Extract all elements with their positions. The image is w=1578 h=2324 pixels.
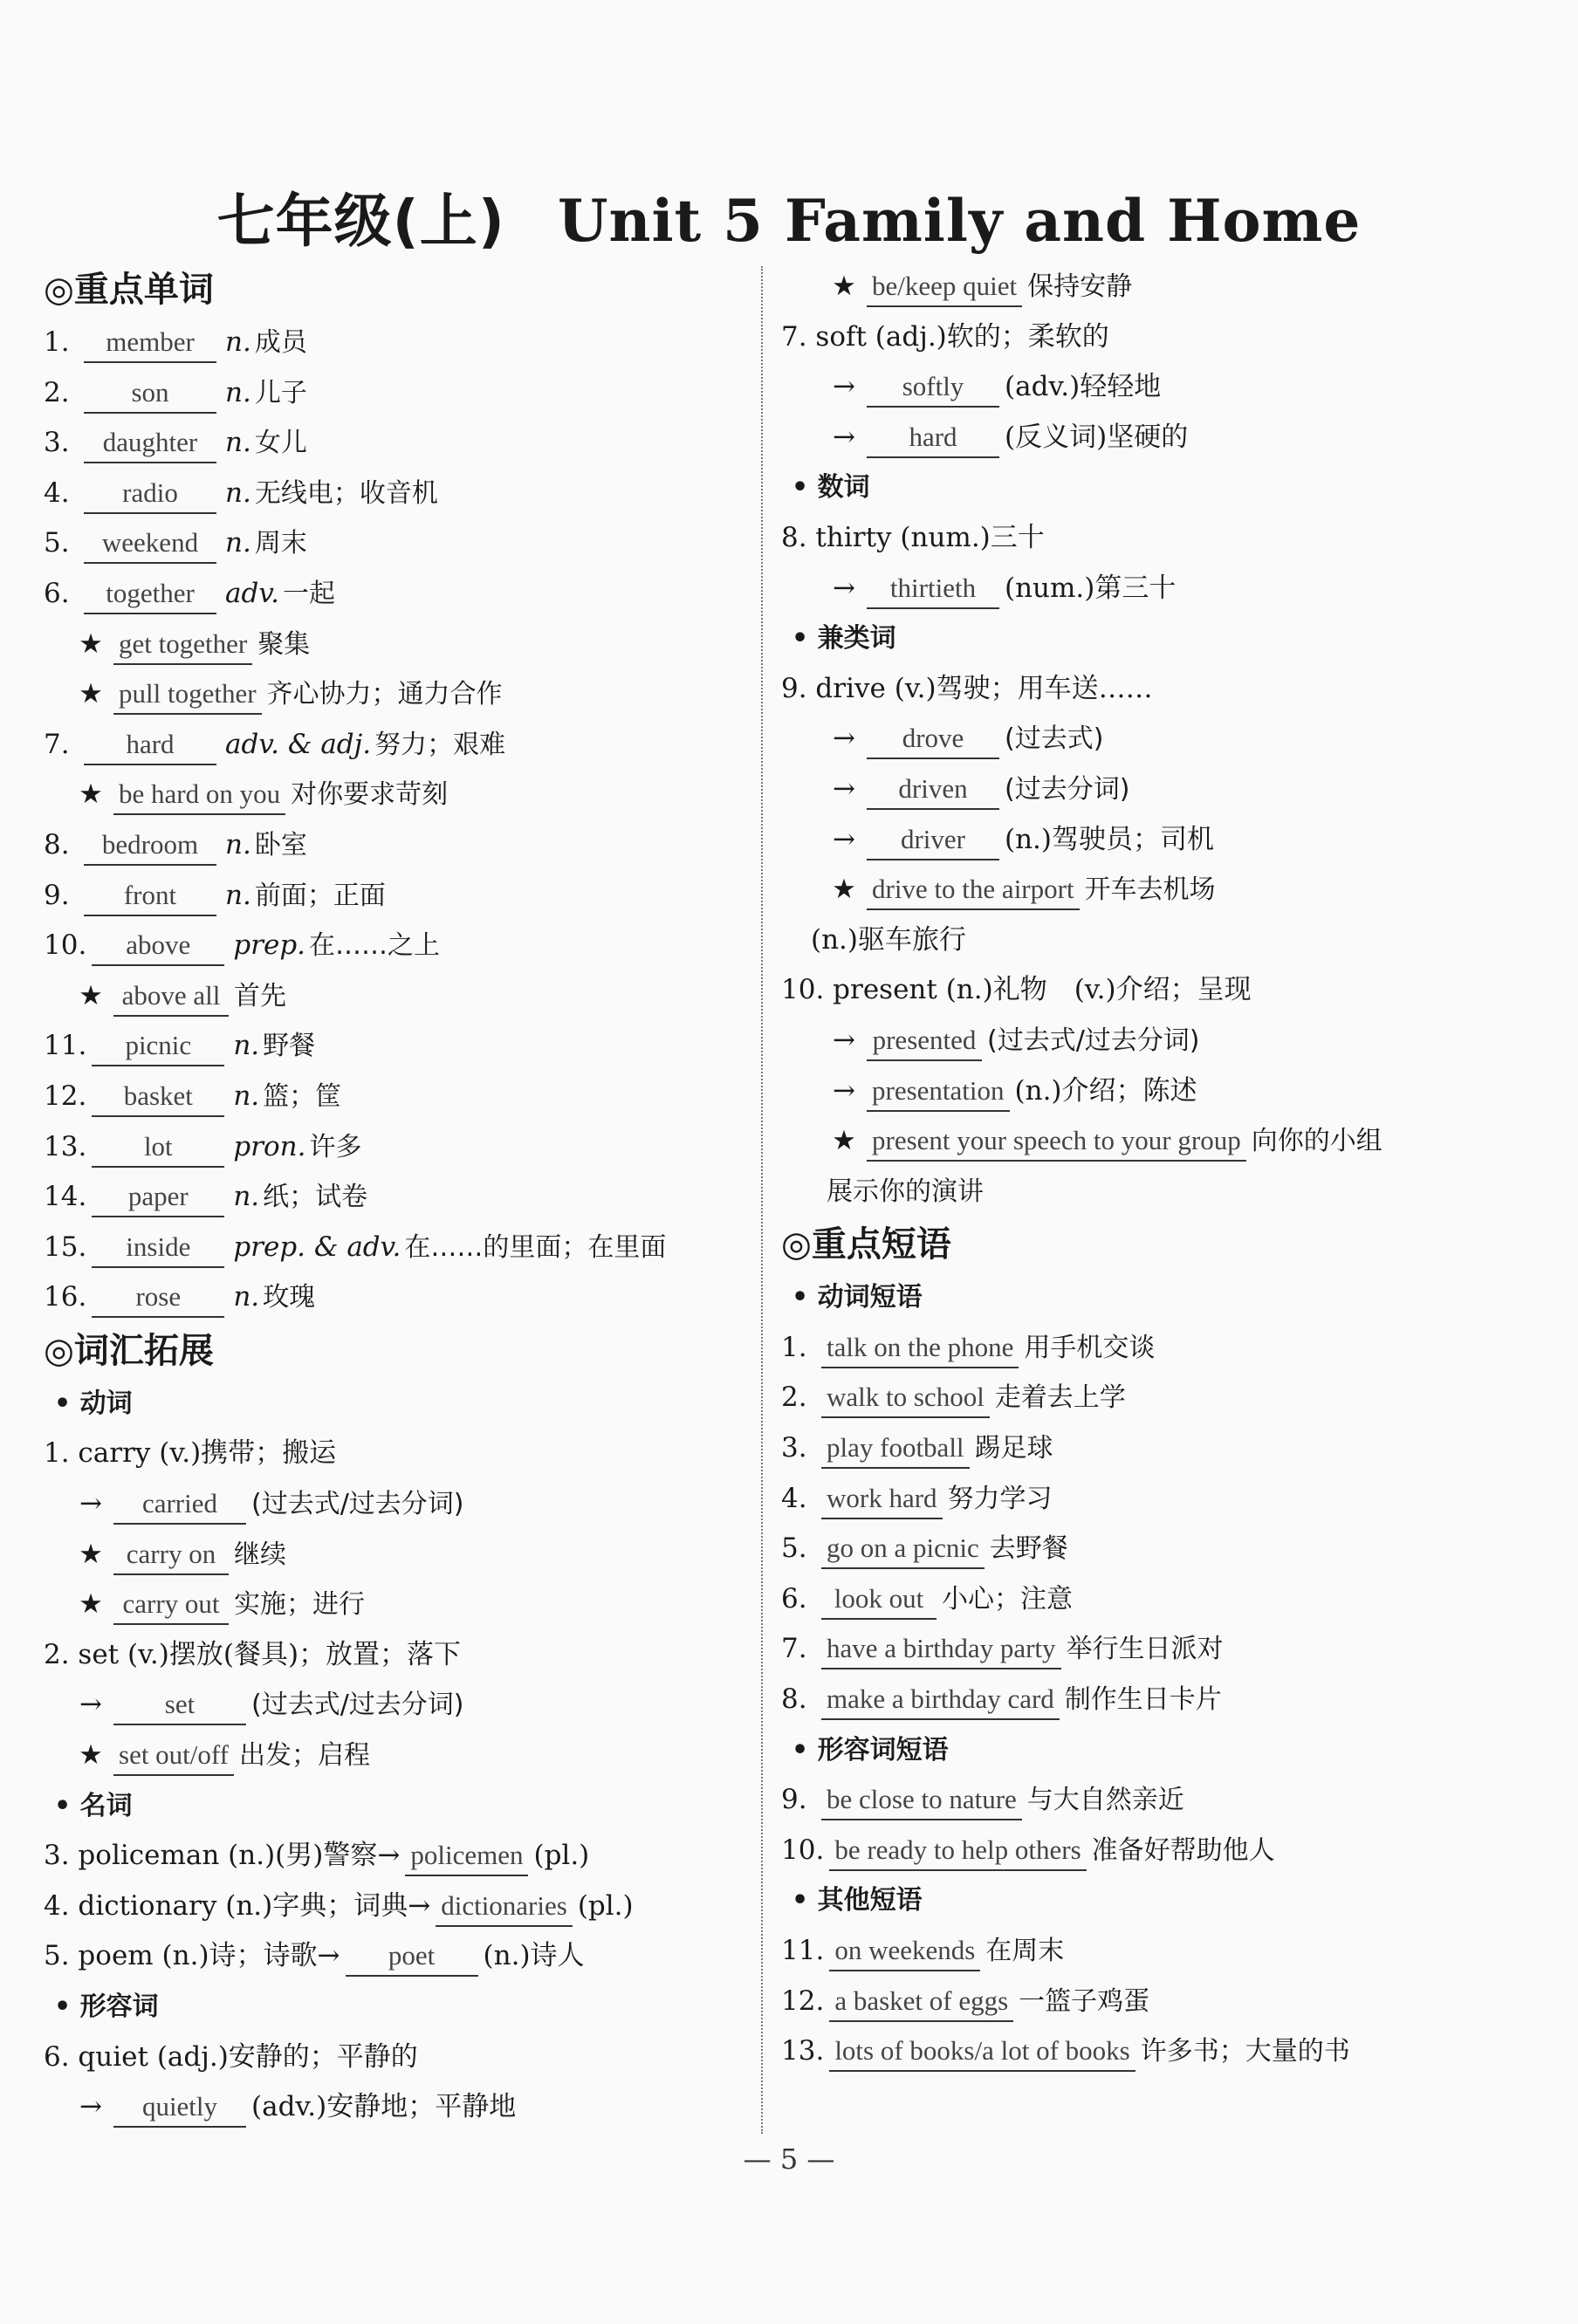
star-icon: ★ <box>79 627 103 660</box>
entry-number: 15. <box>44 1231 87 1263</box>
meaning: 在……的里面；在里面 <box>404 1231 667 1263</box>
answer-blank: go on a picnic <box>821 1529 985 1569</box>
answer-blank: be hard on you <box>113 775 285 815</box>
entry-note: (过去式/过去分词) <box>251 1489 464 1520</box>
entry-number: 8. <box>781 1683 807 1716</box>
entry-present: 10. present (n.)礼物 (v.)介绍；呈现 <box>781 974 1252 1006</box>
word-entry <box>44 518 742 569</box>
answer-blank: lot <box>92 1128 224 1168</box>
entry-drive-airport <box>781 865 1549 915</box>
arrow-icon: → <box>79 1689 102 1721</box>
part-of-speech: n. <box>225 476 251 509</box>
star-icon: ★ <box>832 1125 856 1157</box>
answer-blank: set <box>113 1685 246 1725</box>
meaning: 卧室 <box>254 829 307 860</box>
meaning: 与大自然亲近 <box>1026 1785 1184 1816</box>
phrase-entry <box>781 1474 1549 1525</box>
meaning: 用手机交谈 <box>1024 1332 1156 1363</box>
entry-number: 12. <box>44 1080 87 1112</box>
meaning: 许多书；大量的书 <box>1140 2036 1350 2067</box>
entry-number: 13. <box>781 2035 825 2067</box>
entry-present-speech-cont: 展示你的演讲 <box>827 1176 984 1207</box>
section-key-phrases: ◎重点短语 <box>781 1224 951 1265</box>
entry-number: 2. <box>44 376 70 408</box>
meaning: 在……之上 <box>309 930 441 962</box>
part-of-speech: n. <box>233 1181 260 1213</box>
entry-number: 6. <box>781 1582 807 1614</box>
answer-blank: softly <box>867 367 999 408</box>
meaning: 努力学习 <box>947 1483 1053 1514</box>
section-key-words: ◎重点单词 <box>44 270 214 310</box>
word-entry <box>44 820 742 871</box>
meaning: 在周末 <box>985 1936 1065 1966</box>
answer-blank: hard <box>867 418 999 458</box>
meaning: 篮；筐 <box>263 1080 342 1112</box>
entry-number: 1. <box>44 326 70 358</box>
entry-note: (adv.)安静地；平静地 <box>251 2091 517 2123</box>
answer-blank: driver <box>867 820 999 860</box>
entry-soft: 7. soft (adj.)软的；柔软的 <box>781 320 1109 353</box>
arrow-icon: → <box>833 772 855 805</box>
star-icon: ★ <box>832 271 856 302</box>
entry-carry-out <box>44 1580 742 1630</box>
answer-blank: walk to school <box>821 1378 990 1418</box>
entry-note: (过去式/过去分词) <box>987 1025 1200 1056</box>
answer-blank: thirtieth <box>867 569 999 609</box>
answer-blank: drive to the airport <box>867 870 1080 910</box>
answer-blank: be close to nature <box>821 1780 1022 1820</box>
answer-blank: set out/off <box>113 1736 234 1776</box>
answer-blank: play football <box>821 1429 970 1469</box>
answer-blank: hard <box>84 725 216 765</box>
entry-note: (n.)诗人 <box>483 1940 585 1972</box>
entry-number: 4. <box>44 476 70 509</box>
entry-number: 7. <box>44 728 70 760</box>
phrase-entry <box>781 1323 1549 1374</box>
answer-blank: be ready to help others <box>829 1831 1086 1871</box>
entry-number: 8. <box>44 828 70 860</box>
part-of-speech: n. <box>225 828 251 860</box>
entry-presentation <box>781 1066 1549 1117</box>
phrase-entry <box>781 1524 1549 1574</box>
entry-thirtieth <box>781 564 1549 614</box>
entry-drive: 9. drive (v.)驾驶；用车送…… <box>781 672 1153 704</box>
meaning: 无线电；收音机 <box>254 477 438 509</box>
answer-blank: dictionaries <box>436 1887 573 1927</box>
answer-blank: bedroom <box>84 826 216 866</box>
meaning: 准备好帮助他人 <box>1091 1834 1275 1866</box>
entry-set-out <box>44 1731 742 1781</box>
entry-driven <box>781 764 1549 815</box>
entry-number: 16. <box>44 1281 87 1313</box>
phrase-entry <box>781 1826 1549 1876</box>
entry-number: 10. <box>44 929 87 962</box>
answer-blank: a basket of eggs <box>829 1982 1013 2022</box>
meaning: 走着去上学 <box>994 1382 1126 1414</box>
star-icon: ★ <box>79 1588 103 1621</box>
entry-number: 13. <box>44 1130 87 1162</box>
entry-hard <box>781 413 1549 463</box>
arrow-icon: → <box>833 572 855 604</box>
answer-blank: work hard <box>821 1479 943 1519</box>
arrow-icon: → <box>833 1074 855 1107</box>
star-icon: ★ <box>79 1739 103 1772</box>
arrow-icon: → <box>833 723 855 755</box>
entry-number: 11. <box>781 1935 825 1966</box>
meaning: 一起 <box>283 578 336 609</box>
entry-note: 保持安静 <box>1027 271 1133 302</box>
entry-softly <box>781 362 1549 413</box>
word-entry <box>44 368 742 419</box>
entry-drive-noun: (n.)驱车旅行 <box>811 923 967 956</box>
answer-blank: front <box>84 876 216 916</box>
word-entry <box>44 569 742 620</box>
entry-number: 11. <box>44 1030 87 1062</box>
meaning: 踢足球 <box>974 1433 1053 1464</box>
phrase-entry <box>781 1423 1549 1474</box>
subhead-multi-class: • 兼类词 <box>792 623 896 655</box>
star-icon: ★ <box>79 1538 103 1570</box>
phrase-entry <box>781 1926 1549 1977</box>
entry-policeman <box>44 1831 742 1882</box>
answer-blank: together <box>84 574 216 614</box>
meaning: 许多 <box>309 1131 362 1162</box>
entry-number: 12. <box>781 1985 825 2017</box>
meaning: 齐心协力；通力合作 <box>266 679 503 710</box>
entry-text: 5. poem (n.)诗；诗歌→ <box>44 1940 340 1972</box>
subhead-verb-phrases: • 动词短语 <box>792 1282 923 1313</box>
answer-blank: lots of books/a lot of books <box>829 2032 1135 2072</box>
subhead-other-phrases: • 其他短语 <box>792 1885 923 1916</box>
entry-note: 出发；启程 <box>239 1740 370 1772</box>
title-grade: 七年级(上) <box>216 188 505 255</box>
arrow-icon: → <box>833 823 855 855</box>
entry-carry: 1. carry (v.)携带；搬运 <box>44 1437 337 1470</box>
meaning: 首先 <box>234 980 286 1011</box>
phrase-entry <box>781 1775 1549 1826</box>
page-number: — 5 — <box>743 2142 835 2176</box>
meaning: 前面；正面 <box>254 880 386 911</box>
entry-quietly <box>44 2082 742 2133</box>
entry-keep-quiet <box>781 262 1549 312</box>
entry-number: 9. <box>44 879 70 911</box>
entry-note: (n.)介绍；陈述 <box>1014 1074 1197 1107</box>
word-entry <box>44 720 742 771</box>
entry-quiet: 6. quiet (adj.)安静的；平静的 <box>44 2040 418 2073</box>
answer-blank: member <box>84 323 216 363</box>
answer-blank: basket <box>92 1077 224 1117</box>
section-vocab-expansion: ◎词汇拓展 <box>44 1330 214 1371</box>
word-entry <box>44 620 742 670</box>
arrow-icon: → <box>79 1488 102 1520</box>
word-entry <box>44 1223 742 1273</box>
entry-note: 实施；进行 <box>234 1589 365 1621</box>
part-of-speech: prep. <box>233 929 306 962</box>
meaning: 女儿 <box>254 428 307 459</box>
meaning: 对你要求苛刻 <box>291 779 449 811</box>
entry-set-past <box>44 1680 742 1731</box>
word-entry <box>44 971 742 1022</box>
subhead-numerals: • 数词 <box>792 472 870 504</box>
entry-note: (n.)驾驶员；司机 <box>1005 823 1215 855</box>
meaning: 小心；注意 <box>942 1583 1073 1614</box>
meaning: 去野餐 <box>989 1533 1068 1565</box>
answer-blank: quietly <box>113 2087 246 2128</box>
word-entry <box>44 921 742 971</box>
star-icon: ★ <box>79 678 103 710</box>
part-of-speech: n. <box>233 1080 260 1112</box>
answer-blank: drove <box>867 719 999 759</box>
answer-blank: weekend <box>84 524 216 564</box>
arrow-icon: → <box>833 421 855 453</box>
entry-note: (过去分词) <box>1005 773 1130 805</box>
subhead-adjectives: • 形容词 <box>54 1992 159 2022</box>
answer-blank: policemen <box>405 1836 528 1876</box>
word-entry <box>44 871 742 922</box>
part-of-speech: n. <box>225 376 251 408</box>
title-unit: Unit 5 Family and Home <box>557 187 1362 255</box>
adj-phrase-list <box>781 1775 1549 1875</box>
word-entry <box>44 770 742 820</box>
answer-blank: picnic <box>92 1026 224 1066</box>
word-entry <box>44 469 742 519</box>
entry-presented <box>781 1016 1549 1066</box>
star-icon: ★ <box>79 979 103 1011</box>
answer-blank: carried <box>113 1484 246 1525</box>
right-column <box>781 262 1549 2077</box>
entry-note: (num.)第三十 <box>1005 572 1177 604</box>
meaning: 纸；试卷 <box>263 1182 368 1213</box>
phrase-entry <box>781 1574 1549 1625</box>
part-of-speech: adv. <box>225 577 280 609</box>
answer-blank: radio <box>84 474 216 514</box>
answer-blank: driven <box>867 770 999 810</box>
meaning: 成员 <box>254 327 307 358</box>
key-words-list <box>44 318 742 1323</box>
meaning: 举行生日派对 <box>1066 1634 1224 1665</box>
part-of-speech: pron. <box>233 1130 306 1162</box>
entry-number: 3. <box>781 1432 807 1464</box>
entry-note: (adv.)轻轻地 <box>1005 371 1162 403</box>
part-of-speech: prep. & adv. <box>233 1231 401 1263</box>
entry-note: 开车去机场 <box>1084 874 1216 906</box>
column-divider <box>761 266 763 2134</box>
page-title <box>0 175 1578 257</box>
answer-blank: pull together <box>113 675 262 715</box>
answer-blank: make a birthday card <box>821 1680 1060 1720</box>
entry-note: 向你的小组 <box>1251 1126 1382 1157</box>
answer-blank: carry out <box>113 1585 229 1625</box>
entry-note: (pl.) <box>577 1889 634 1922</box>
entry-poem <box>44 1931 742 1982</box>
part-of-speech: n. <box>225 427 251 459</box>
answer-blank: get together <box>113 625 252 665</box>
word-entry <box>44 318 742 368</box>
answer-blank: above <box>92 926 224 966</box>
entry-thirty: 8. thirty (num.)三十 <box>781 521 1045 553</box>
word-entry <box>44 669 742 720</box>
arrow-icon: → <box>833 371 855 403</box>
entry-text: 4. dictionary (n.)字典；词典→ <box>44 1889 431 1922</box>
phrase-entry <box>781 1624 1549 1675</box>
part-of-speech: n. <box>225 527 251 559</box>
answer-blank: be/keep quiet <box>867 267 1022 307</box>
entry-drove <box>781 714 1549 764</box>
part-of-speech: n. <box>233 1030 260 1062</box>
entry-carry-on <box>44 1530 742 1580</box>
arrow-icon: → <box>79 2091 102 2123</box>
phrase-entry <box>781 1373 1549 1423</box>
word-entry <box>44 1272 742 1323</box>
star-icon: ★ <box>832 874 856 906</box>
answer-blank: present your speech to your group <box>867 1121 1246 1162</box>
answer-blank: poet <box>346 1937 478 1977</box>
subhead-nouns: • 名词 <box>54 1790 133 1821</box>
answer-blank: on weekends <box>829 1931 980 1971</box>
verb-phrase-list <box>781 1323 1549 1725</box>
answer-blank: have a birthday party <box>821 1629 1061 1669</box>
entry-text: 3. policeman (n.)(男)警察→ <box>44 1840 401 1872</box>
entry-number: 10. <box>781 1834 825 1866</box>
answer-blank: presentation <box>867 1072 1010 1112</box>
entry-number: 5. <box>44 527 70 559</box>
part-of-speech: n. <box>225 879 251 911</box>
entry-carried <box>44 1479 742 1530</box>
entry-dictionary <box>44 1882 742 1932</box>
part-of-speech: adv. & adj. <box>225 728 372 760</box>
entry-number: 2. <box>781 1381 807 1414</box>
entry-number: 5. <box>781 1532 807 1565</box>
other-phrase-list <box>781 1926 1549 2077</box>
arrow-icon: → <box>833 1024 855 1056</box>
entry-present-speech <box>781 1116 1549 1167</box>
part-of-speech: n. <box>225 326 251 358</box>
answer-blank: rose <box>92 1278 224 1318</box>
meaning: 周末 <box>254 528 307 559</box>
phrase-entry <box>781 2026 1549 2077</box>
subhead-adj-phrases: • 形容词短语 <box>792 1734 949 1765</box>
phrase-entry <box>781 1675 1549 1725</box>
answer-blank: son <box>84 374 216 414</box>
meaning: 制作生日卡片 <box>1064 1684 1222 1716</box>
word-entry <box>44 418 742 469</box>
star-icon: ★ <box>79 778 103 811</box>
entry-note: (反义词)坚硬的 <box>1005 421 1189 453</box>
left-column <box>44 262 742 2133</box>
answer-blank: above all <box>113 977 229 1017</box>
answer-blank: look out <box>821 1580 937 1620</box>
word-entry <box>44 1021 742 1072</box>
answer-blank: inside <box>92 1228 224 1268</box>
word-entry <box>44 1172 742 1223</box>
entry-number: 4. <box>781 1482 807 1514</box>
entry-number: 9. <box>781 1784 807 1816</box>
entry-note: 继续 <box>234 1539 286 1570</box>
meaning: 儿子 <box>254 377 307 408</box>
entry-note: (过去式/过去分词) <box>251 1690 464 1721</box>
meaning: 玫瑰 <box>263 1282 316 1313</box>
entry-set: 2. set (v.)摆放(餐具)；放置；落下 <box>44 1638 462 1670</box>
meaning: 努力；艰难 <box>374 729 506 760</box>
word-entry <box>44 1122 742 1173</box>
answer-blank: presented <box>867 1021 982 1061</box>
meaning: 野餐 <box>263 1031 316 1062</box>
answer-blank: daughter <box>84 423 216 463</box>
entry-number: 14. <box>44 1181 87 1213</box>
entry-note: (过去式) <box>1005 723 1104 755</box>
answer-blank: paper <box>92 1177 224 1217</box>
meaning: 一篮子鸡蛋 <box>1019 1985 1150 2017</box>
entry-number: 1. <box>781 1331 807 1363</box>
subhead-verbs: • 动词 <box>54 1388 133 1419</box>
meaning: 聚集 <box>257 628 311 660</box>
phrase-entry <box>781 1977 1549 2027</box>
entry-number: 3. <box>44 427 70 459</box>
entry-number: 6. <box>44 577 70 609</box>
answer-blank: carry on <box>113 1535 229 1575</box>
word-entry <box>44 1072 742 1122</box>
entry-number: 7. <box>781 1633 807 1665</box>
part-of-speech: n. <box>233 1281 260 1313</box>
entry-note: (pl.) <box>533 1840 590 1872</box>
entry-driver <box>781 815 1549 866</box>
answer-blank: talk on the phone <box>821 1328 1019 1368</box>
